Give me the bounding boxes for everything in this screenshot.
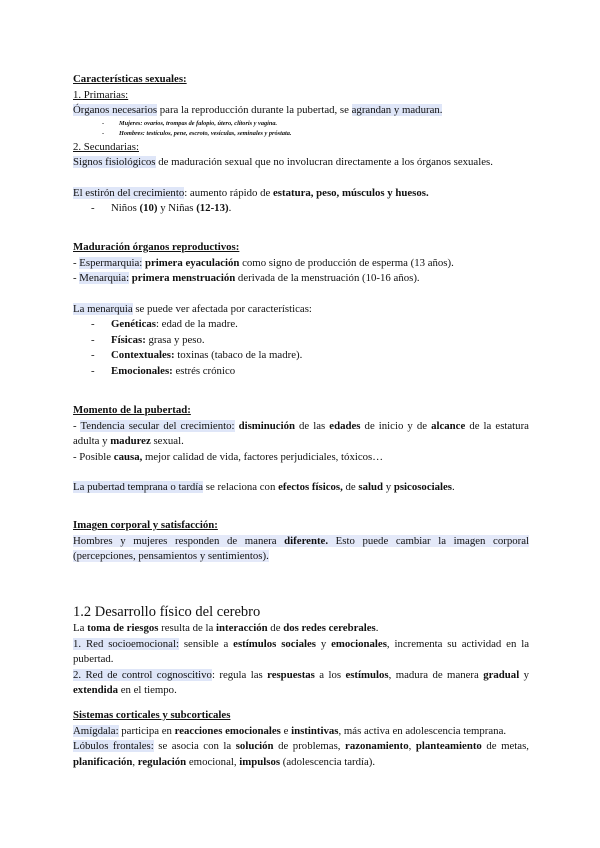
list-item: - Mujeres: ovarios, trompas de falopio, útero, clítoris y vagina.	[73, 119, 529, 130]
paragraph: Órganos necesarios para la reproducción durante la pubertad, se agrandan y maduran.	[73, 104, 443, 116]
section-title: Sistemas corticales y subcorticales	[73, 709, 231, 721]
section-sistemas	[73, 708, 529, 770]
paragraph: Hombres y mujeres responden de manera diferente. Esto puede cambiar la imagen corporal (percepciones, pensamientos y sentimientos).	[73, 534, 530, 562]
section-cerebro	[73, 603, 529, 699]
list-item: - Hombres: testículos, pene, escroto, vesículas, seminales y próstata.	[73, 129, 529, 140]
age-list	[73, 201, 529, 217]
paragraph: El estirón del crecimiento: aumento rápido de estatura, peso, músculos y huesos.	[73, 186, 429, 199]
factor-list	[73, 317, 529, 379]
list-item: - Genéticas: edad de la madre.	[73, 317, 529, 333]
paragraph: La pubertad temprana o tardía se relaciona con efectos físicos, de salud y psicosociales.	[73, 481, 455, 493]
list-item: - Emocionales: estrés crónico	[73, 364, 529, 380]
section-title: Maduración órganos reproductivos:	[73, 241, 240, 253]
section-caracteristicas	[73, 72, 529, 217]
section-imagen-corporal	[73, 518, 529, 565]
list-item: - Contextuales: toxinas (tabaco de la madre).	[73, 348, 529, 364]
paragraph: Signos fisiológicos de maduración sexual que no involucran directamente a los órganos sexuales.	[73, 156, 493, 168]
paragraph: - Tendencia secular del crecimiento: disminución de las edades de inicio y de alcance de la estatura adulta y madurez sexual.	[73, 419, 529, 447]
section-maduracion	[73, 240, 529, 379]
paragraph: - Posible causa, mejor calidad de vida, factores perjudiciales, tóxicos…	[73, 450, 384, 463]
paragraph: La toma de riesgos resulta de la interacción de dos redes cerebrales.	[73, 622, 379, 634]
paragraph: 1. Red socioemocional: sensible a estímulos sociales y emocionales, incrementa su actividad en la pubertad.	[73, 637, 530, 665]
paragraph: - Espermarquia: primera eyaculación como signo de producción de esperma (13 años).	[73, 256, 454, 269]
section-momento	[73, 403, 529, 496]
paragraph: 2. Red de control cognoscitivo: regula las respuestas a los estímulos, madura de manera gradual y extendida en el tiempo.	[73, 668, 529, 696]
list-item: - Físicas: grasa y peso.	[73, 333, 529, 349]
paragraph: Amígdala: participa en reacciones emocionales e instintivas, más activa en adolescencia temprana.	[73, 724, 507, 737]
paragraph: - Menarquia: primera menstruación derivada de la menstruación (10-16 años).	[73, 272, 420, 284]
paragraph: La menarquia se puede ver afectada por características:	[73, 302, 312, 315]
paragraph: Lóbulos frontales: se asocia con la solución de problemas, razonamiento, planteamiento de metas, planificación, regulación emocional, impulsos (adolescencia tardía).	[73, 740, 529, 768]
list-item: - Niños (10) y Niñas (12-13).	[73, 201, 529, 217]
section-title: Características sexuales:	[73, 73, 187, 85]
organ-list	[73, 119, 529, 140]
subheading-primarias: 1. Primarias:	[73, 88, 129, 101]
section-title: Imagen corporal y satisfacción:	[73, 519, 218, 531]
section-title: Momento de la pubertad:	[73, 404, 191, 416]
chapter-heading: 1.2 Desarrollo físico del cerebro	[73, 604, 261, 620]
subheading-secundarias: 2. Secundarias:	[73, 140, 139, 153]
